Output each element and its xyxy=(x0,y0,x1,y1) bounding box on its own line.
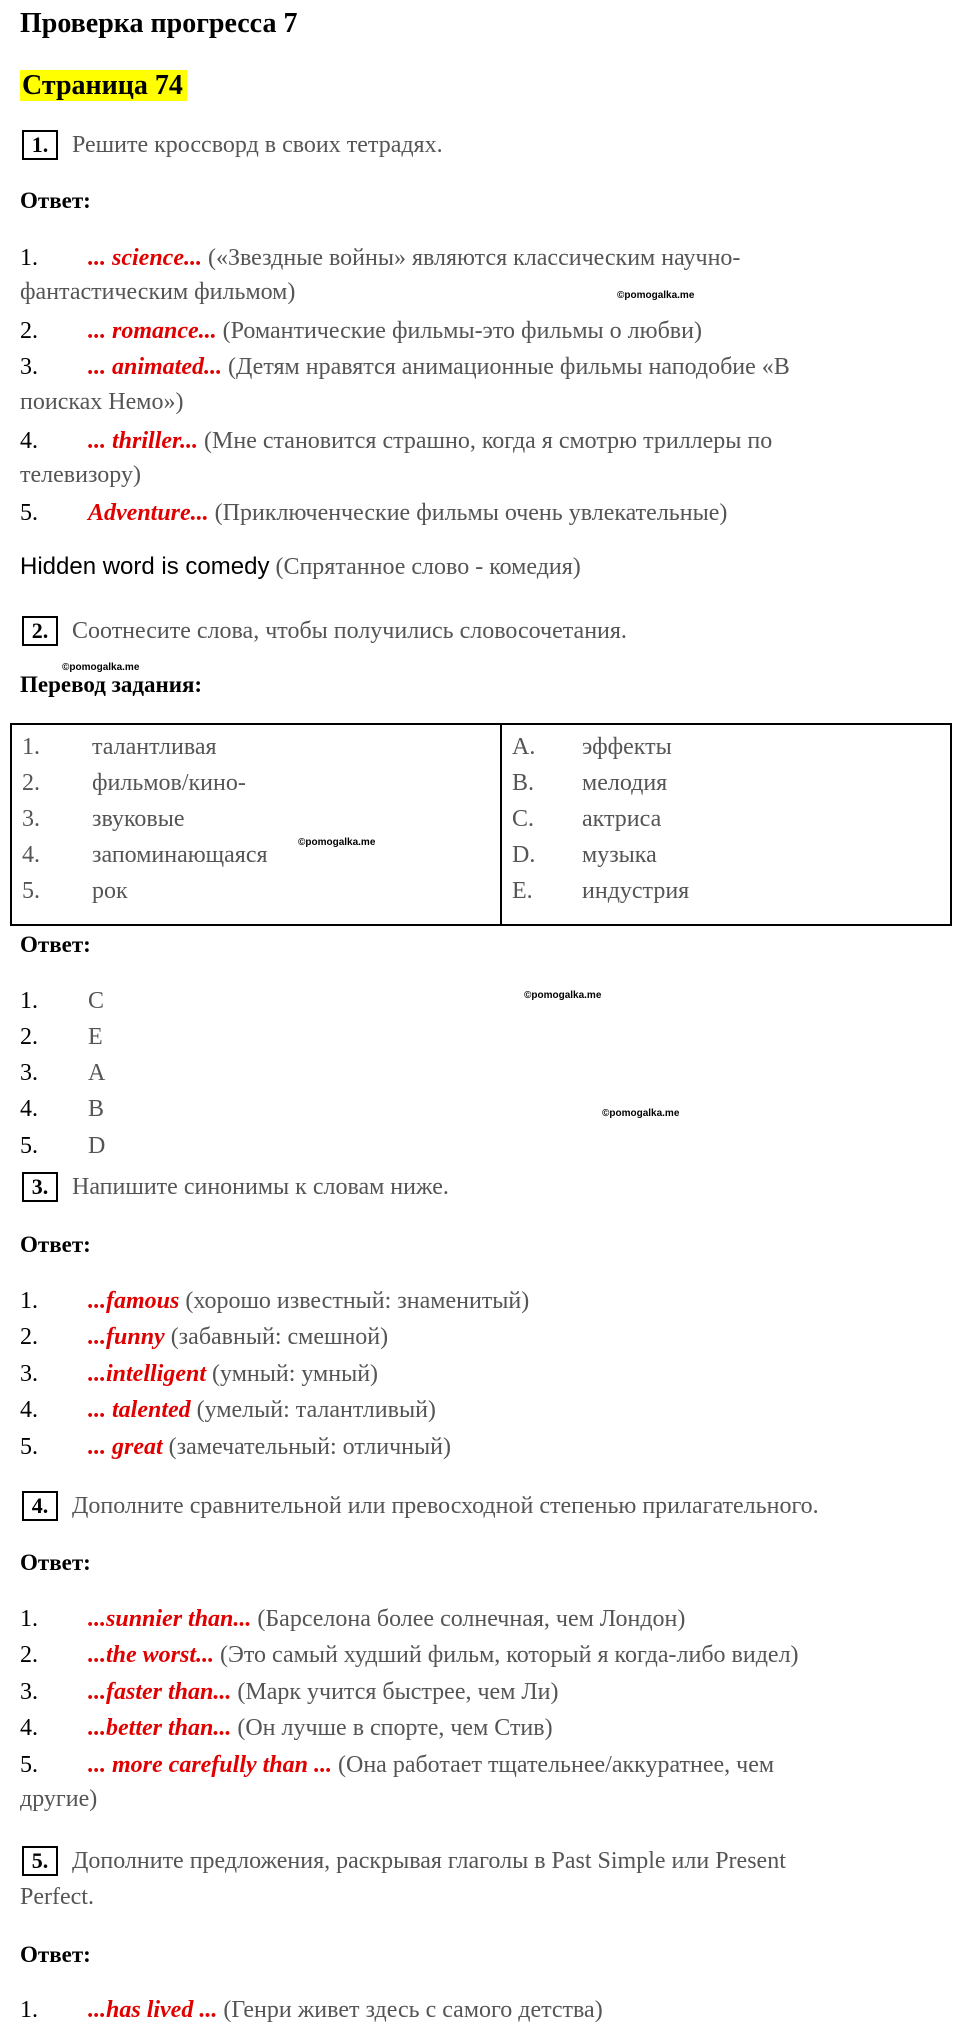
task-instruction: Дополните сравнительной или превосходной степенью прилагательного. xyxy=(72,1493,819,1519)
answer-label: Ответ: xyxy=(20,932,91,957)
list-item: 5. ... great (замечательный: отличный) xyxy=(20,1434,451,1460)
list-item: 1. C xyxy=(20,988,105,1014)
list-item: 5. Adventure... (Приключенческие фильмы очень увлекательные) xyxy=(20,500,728,526)
list-item-continuation: поисках Немо») xyxy=(20,389,184,415)
answer-label: Ответ: xyxy=(20,188,91,213)
answer-label: Ответ: xyxy=(20,1550,91,1575)
translation-label: Перевод задания: xyxy=(20,672,203,697)
task-number-box: 2. xyxy=(22,616,58,646)
list-item-continuation: другие) xyxy=(20,1786,98,1812)
table-row: 5. рок xyxy=(22,878,128,904)
task-4-header xyxy=(22,1491,819,1521)
list-item: 1. ... science... («Звездные войны» являются классическим научно- xyxy=(20,245,741,271)
list-item: 4. ... thriller... (Мне становится страшно, когда я смотрю триллеры по xyxy=(20,428,773,454)
list-item: 1. ...famous (хорошо известный: знаменитый) xyxy=(20,1288,530,1314)
task-instruction: Решите кроссворд в своих тетрадях. xyxy=(72,132,443,158)
table-row: A. эффекты xyxy=(512,734,672,760)
table-row: 1. талантливая xyxy=(22,734,217,760)
task-instruction: Напишите синонимы к словам ниже. xyxy=(72,1174,449,1200)
right-column xyxy=(501,724,951,925)
watermark: ©pomogalka.me xyxy=(62,662,140,673)
list-item: 3. ... animated... (Детям нравятся анимационные фильмы наподобие «В xyxy=(20,354,790,380)
watermark: ©pomogalka.me xyxy=(602,1108,680,1119)
table-row: 3. звуковые xyxy=(22,806,185,832)
list-item-continuation: фантастическим фильмом) xyxy=(20,279,296,305)
task-instruction: Дополните предложения, раскрывая глаголы в Past Simple или Present xyxy=(72,1848,786,1874)
list-item: 5. D xyxy=(20,1133,106,1159)
task-instruction-continuation: Perfect. xyxy=(20,1884,94,1910)
list-item: 4. B xyxy=(20,1096,105,1122)
table-row: D. музыка xyxy=(512,842,657,868)
list-item: 4. ...better than... (Он лучше в спорте, чем Стив) xyxy=(20,1715,553,1741)
highlighted-page-label: Страница 74 xyxy=(20,70,187,101)
watermark: ©pomogalka.me xyxy=(524,990,602,1001)
list-item: 3. ...faster than... (Марк учится быстрее, чем Ли) xyxy=(20,1679,559,1705)
list-item: 2. E xyxy=(20,1024,103,1050)
watermark: ©pomogalka.me xyxy=(617,290,695,301)
list-item: 1. ...has lived ... (Генри живет здесь с самого детства) xyxy=(20,1997,603,2023)
list-item: 2. ... romance... (Романтические фильмы-это фильмы о любви) xyxy=(20,318,702,344)
hidden-word-line: Hidden word is comedy (Спрятанное слово - комедия) xyxy=(20,553,581,580)
table-row: E. индустрия xyxy=(512,878,690,904)
table-row: 2. фильмов/кино- xyxy=(22,770,246,796)
list-item: 3. A xyxy=(20,1060,106,1086)
task-instruction: Соотнесите слова, чтобы получились словосочетания. xyxy=(72,618,627,644)
answer-label: Ответ: xyxy=(20,1942,91,1967)
list-item: 1. ...sunnier than... (Барселона более солнечная, чем Лондон) xyxy=(20,1606,686,1632)
task-number-box: 4. xyxy=(22,1491,58,1521)
list-item: 2. ...funny (забавный: смешной) xyxy=(20,1324,389,1350)
list-item: 5. ... more carefully than ... (Она работает тщательнее/аккуратнее, чем xyxy=(20,1752,775,1778)
task-number-box: 5. xyxy=(22,1846,58,1876)
task-1-header xyxy=(22,130,443,160)
task-number-box: 1. xyxy=(22,130,58,160)
watermark: ©pomogalka.me xyxy=(298,837,376,848)
list-item: 3. ...intelligent (умный: умный) xyxy=(20,1361,379,1387)
matching-table xyxy=(10,723,952,926)
table-row: 4. запоминающаяся xyxy=(22,842,268,868)
table-row: B. мелодия xyxy=(512,770,668,796)
task-2-header xyxy=(22,616,627,646)
list-item-continuation: телевизору) xyxy=(20,462,141,488)
list-item: 2. ...the worst... (Это самый худший фильм, который я когда-либо видел) xyxy=(20,1642,799,1668)
task-3-header xyxy=(22,1172,449,1202)
page-number-label xyxy=(20,70,187,102)
answer-label: Ответ: xyxy=(20,1232,91,1257)
task-5-header xyxy=(22,1846,786,1876)
left-column xyxy=(11,724,501,925)
table-row: C. актриса xyxy=(512,806,662,832)
task-number-box: 3. xyxy=(22,1172,58,1202)
list-item: 4. ... talented (умелый: талантливый) xyxy=(20,1397,436,1423)
page-title: Проверка прогресса 7 xyxy=(20,8,298,39)
